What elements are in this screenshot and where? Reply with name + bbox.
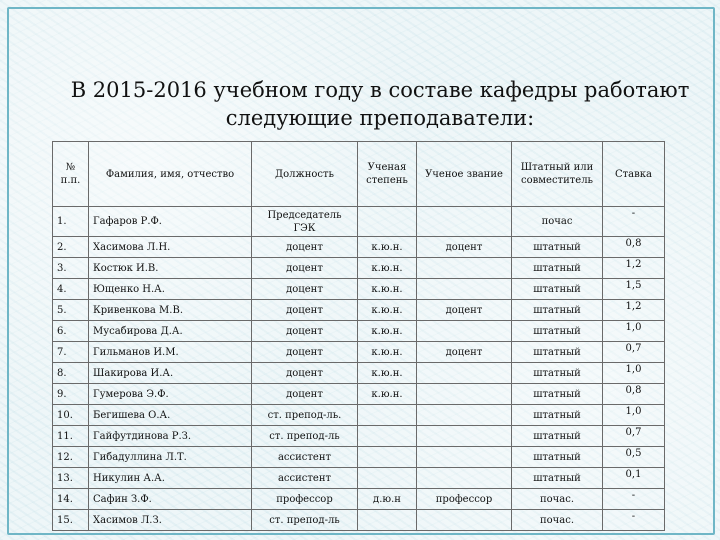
academic-title-cell — [417, 405, 512, 426]
rate-cell: 0,5 — [603, 447, 665, 468]
table-row — [53, 384, 665, 405]
rate-cell: - — [603, 489, 665, 510]
position-cell: доцент — [252, 384, 358, 405]
academic-title-cell — [417, 447, 512, 468]
staff-table — [52, 141, 665, 531]
degree-cell: к.ю.н. — [358, 279, 417, 300]
rate-cell: 0,8 — [603, 237, 665, 258]
rate-cell: 1,2 — [603, 300, 665, 321]
degree-cell: д.ю.н — [358, 489, 417, 510]
header-num: № п.п. — [53, 142, 89, 207]
position-cell: доцент — [252, 321, 358, 342]
teacher-name: Шакирова И.А. — [89, 363, 252, 384]
academic-title-cell — [417, 321, 512, 342]
header-degree: Ученая степень — [358, 142, 417, 207]
table-row — [53, 468, 665, 489]
position-cell: доцент — [252, 258, 358, 279]
academic-title-cell: доцент — [417, 342, 512, 363]
teacher-name: Гильманов И.М. — [89, 342, 252, 363]
teacher-name: Гайфутдинова Р.З. — [89, 426, 252, 447]
row-num: 2. — [53, 237, 89, 258]
row-num: 15. — [53, 510, 89, 531]
rate-cell: 1,0 — [603, 405, 665, 426]
employment-cell: штатный — [512, 468, 603, 489]
rate-cell: 0,7 — [603, 342, 665, 363]
position-cell: Председатель ГЭК — [252, 207, 358, 237]
header-employment: Штатный или совместитель — [512, 142, 603, 207]
academic-title-cell: профессор — [417, 489, 512, 510]
table-body — [53, 207, 665, 531]
academic-title-cell — [417, 207, 512, 237]
degree-cell — [358, 468, 417, 489]
academic-title-cell — [417, 384, 512, 405]
employment-cell: штатный — [512, 384, 603, 405]
row-num: 5. — [53, 300, 89, 321]
academic-title-cell — [417, 363, 512, 384]
row-num: 12. — [53, 447, 89, 468]
table-row — [53, 279, 665, 300]
header-academic-title: Ученое звание — [417, 142, 512, 207]
row-num: 11. — [53, 426, 89, 447]
position-cell: ст. препод-ль — [252, 426, 358, 447]
employment-cell: штатный — [512, 447, 603, 468]
header-position: Должность — [252, 142, 358, 207]
slide-title — [40, 76, 720, 132]
degree-cell: к.ю.н. — [358, 258, 417, 279]
position-cell: профессор — [252, 489, 358, 510]
rate-cell: 0,1 — [603, 468, 665, 489]
rate-cell: 1,5 — [603, 279, 665, 300]
rate-cell: 0,8 — [603, 384, 665, 405]
row-num: 6. — [53, 321, 89, 342]
table-row — [53, 363, 665, 384]
teacher-name: Гумерова Э.Ф. — [89, 384, 252, 405]
row-num: 8. — [53, 363, 89, 384]
employment-cell: почас. — [512, 510, 603, 531]
header-row — [53, 142, 665, 207]
employment-cell: штатный — [512, 321, 603, 342]
teacher-name: Хасимова Л.Н. — [89, 237, 252, 258]
teacher-name: Мусабирова Д.А. — [89, 321, 252, 342]
table-row — [53, 447, 665, 468]
row-num: 1. — [53, 207, 89, 237]
row-num: 3. — [53, 258, 89, 279]
table-row — [53, 321, 665, 342]
academic-title-cell — [417, 426, 512, 447]
academic-title-cell: доцент — [417, 300, 512, 321]
rate-cell: 1,2 — [603, 258, 665, 279]
table-row — [53, 489, 665, 510]
rate-cell: - — [603, 510, 665, 531]
row-num: 7. — [53, 342, 89, 363]
degree-cell — [358, 510, 417, 531]
teacher-name: Гибадуллина Л.Т. — [89, 447, 252, 468]
degree-cell: к.ю.н. — [358, 321, 417, 342]
employment-cell: штатный — [512, 300, 603, 321]
employment-cell: почас. — [512, 489, 603, 510]
employment-cell: штатный — [512, 405, 603, 426]
rate-cell: 0,7 — [603, 426, 665, 447]
rate-cell: 1,0 — [603, 363, 665, 384]
position-cell: доцент — [252, 279, 358, 300]
academic-title-cell: доцент — [417, 237, 512, 258]
academic-title-cell — [417, 279, 512, 300]
row-num: 9. — [53, 384, 89, 405]
row-num: 14. — [53, 489, 89, 510]
academic-title-cell — [417, 258, 512, 279]
table-row — [53, 237, 665, 258]
position-cell: ассистент — [252, 468, 358, 489]
position-cell: ассистент — [252, 447, 358, 468]
teacher-name: Гафаров Р.Ф. — [89, 207, 252, 237]
position-cell: доцент — [252, 300, 358, 321]
employment-cell: почас — [512, 207, 603, 237]
teacher-name: Бегишева О.А. — [89, 405, 252, 426]
employment-cell: штатный — [512, 363, 603, 384]
degree-cell — [358, 447, 417, 468]
degree-cell: к.ю.н. — [358, 363, 417, 384]
table-row — [53, 342, 665, 363]
academic-title-cell — [417, 510, 512, 531]
degree-cell: к.ю.н. — [358, 384, 417, 405]
degree-cell — [358, 207, 417, 237]
header-name: Фамилия, имя, отчество — [89, 142, 252, 207]
table-row — [53, 207, 665, 237]
teacher-name: Ющенко Н.А. — [89, 279, 252, 300]
employment-cell: штатный — [512, 342, 603, 363]
title-line-1: В 2015-2016 учебном году в составе кафедры работают — [70, 78, 690, 102]
degree-cell — [358, 405, 417, 426]
employment-cell: штатный — [512, 258, 603, 279]
row-num: 4. — [53, 279, 89, 300]
rate-cell: 1,0 — [603, 321, 665, 342]
degree-cell: к.ю.н. — [358, 342, 417, 363]
position-cell: ст. препод-ль — [252, 510, 358, 531]
table-row — [53, 426, 665, 447]
header-rate: Ставка — [603, 142, 665, 207]
title-line-2: следующие преподаватели: — [225, 106, 535, 130]
teacher-name: Хасимов Л.З. — [89, 510, 252, 531]
employment-cell: штатный — [512, 426, 603, 447]
degree-cell: к.ю.н. — [358, 237, 417, 258]
row-num: 13. — [53, 468, 89, 489]
row-num: 10. — [53, 405, 89, 426]
table-row — [53, 510, 665, 531]
table-row — [53, 405, 665, 426]
academic-title-cell — [417, 468, 512, 489]
teacher-name: Сафин З.Ф. — [89, 489, 252, 510]
degree-cell: к.ю.н. — [358, 300, 417, 321]
position-cell: доцент — [252, 237, 358, 258]
table-row — [53, 300, 665, 321]
teacher-name: Костюк И.В. — [89, 258, 252, 279]
position-cell: доцент — [252, 363, 358, 384]
position-cell: доцент — [252, 342, 358, 363]
position-cell: ст. препод-ль. — [252, 405, 358, 426]
table-row — [53, 258, 665, 279]
teacher-name: Кривенкова М.В. — [89, 300, 252, 321]
degree-cell — [358, 426, 417, 447]
employment-cell: штатный — [512, 279, 603, 300]
rate-cell: - — [603, 207, 665, 237]
employment-cell: штатный — [512, 237, 603, 258]
teacher-name: Никулин А.А. — [89, 468, 252, 489]
